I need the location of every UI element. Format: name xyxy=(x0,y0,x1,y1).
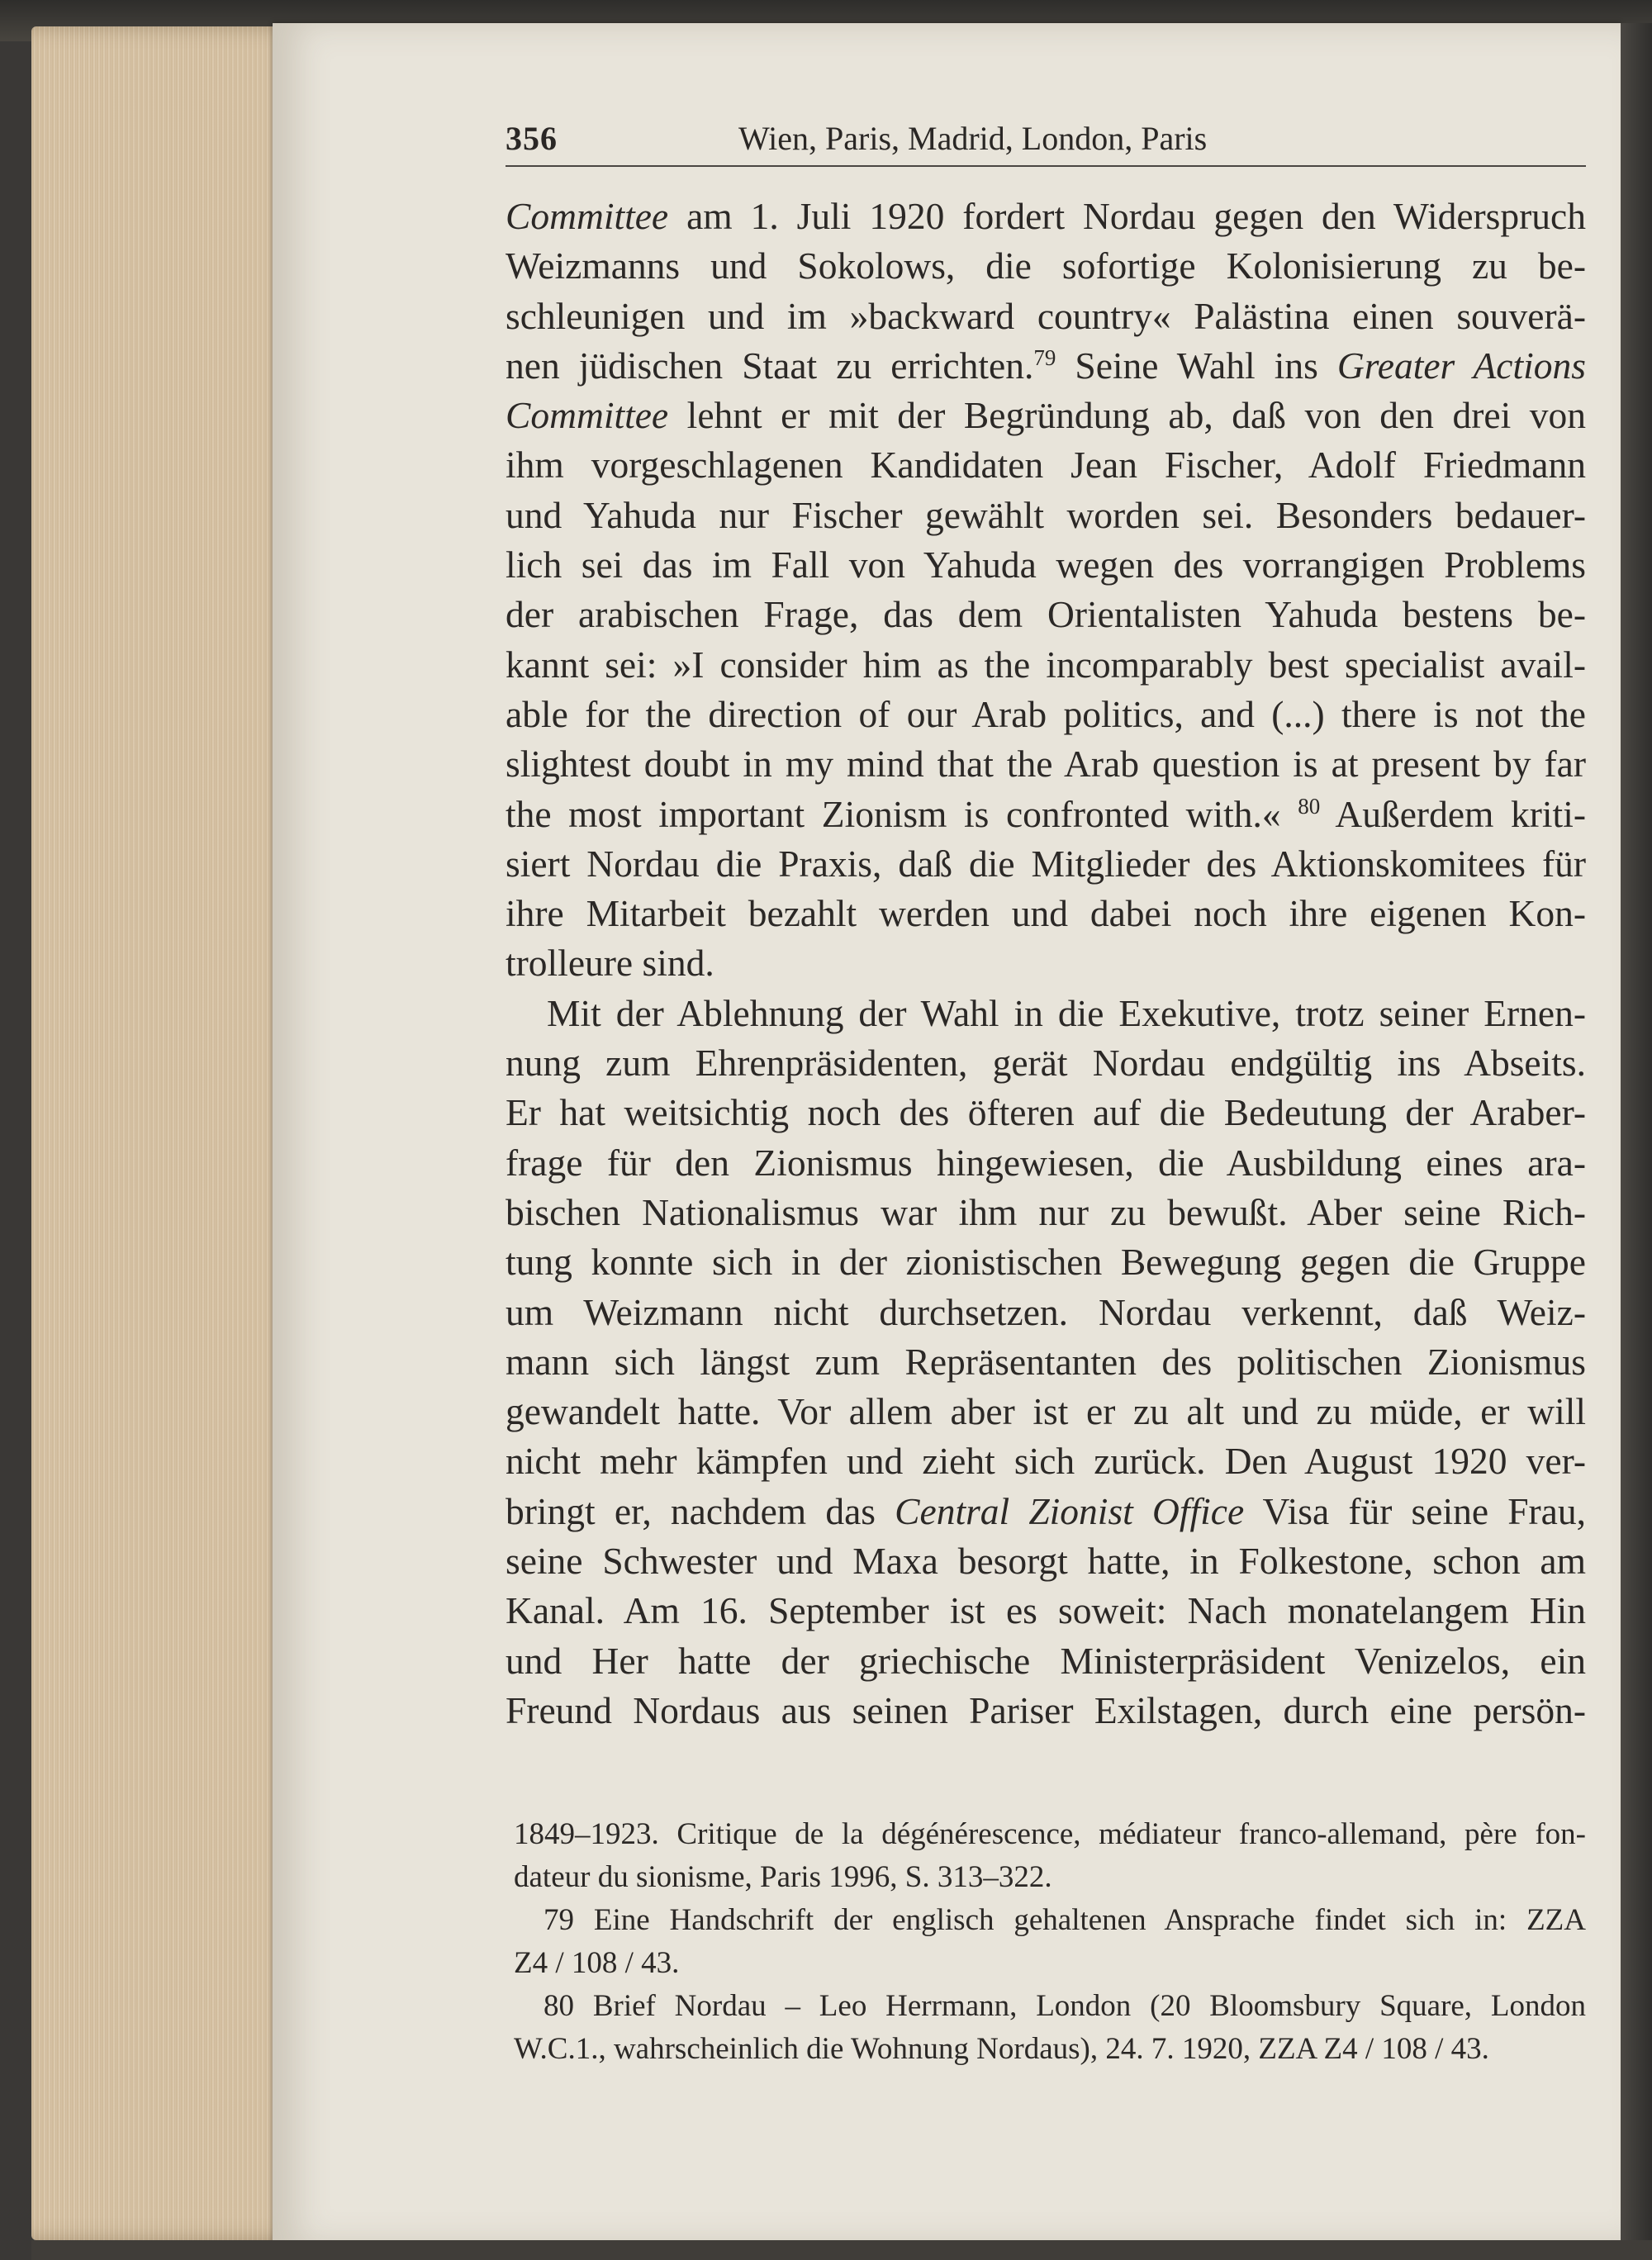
text-line: lich sei das im Fall von Yahuda wegen des vorrangigen Problems xyxy=(506,544,1586,586)
text-line: trolleure sind. xyxy=(506,942,714,985)
text-line: mann sich längst zum Repräsentanten des politischen Zionismus xyxy=(506,1340,1586,1383)
text-line: ihm vorgeschlagenen Kandidaten Jean Fischer, Adolf Friedmann xyxy=(506,444,1586,487)
text-line: bischen Nationalismus war ihm nur zu bewußt. Aber seine Rich- xyxy=(506,1190,1586,1233)
text-line: slightest doubt in my mind that the Arab question is at present by far xyxy=(506,743,1586,786)
italic-term: Central Zionist Office xyxy=(895,1489,1245,1532)
running-head xyxy=(506,114,1586,167)
book-page-edges xyxy=(31,26,304,2240)
text-span: the most important Zionism is confronted with.« xyxy=(506,792,1298,835)
italic-term: Greater Actions xyxy=(1336,344,1586,387)
text-line xyxy=(506,790,1586,839)
footnote-80-line-2: W.C.1., wahrscheinlich die Wohnung Nordaus), 24. 7. 1920, ZZA Z4 / 108 / 43. xyxy=(514,2032,1489,2066)
text-line: gewandelt hatte. Vor allem aber ist er zu alt und zu müde, er will xyxy=(506,1390,1586,1433)
text-line: schleunigen und im »backward country« Palästina einen souverä- xyxy=(506,294,1586,337)
text-line: kannt sei: »I consider him as the incomparably best specialist avail- xyxy=(506,643,1586,686)
italic-term: Committee xyxy=(506,394,669,437)
text-line: siert Nordau die Praxis, daß die Mitglieder des Aktionskomitees für xyxy=(506,842,1586,885)
text-span: lehnt er mit der Begründung ab, daß von den drei von xyxy=(668,394,1586,437)
text-span: Visa für seine Frau, xyxy=(1244,1489,1586,1532)
footnote-80: 80 Brief Nordau – Leo Herrmann, London (20 Bloomsbury Square, London xyxy=(544,1989,1586,2023)
text-line xyxy=(506,192,1586,241)
paragraph-1 xyxy=(506,192,1586,989)
text-span: bringt er, nachdem das xyxy=(506,1489,895,1532)
footnotes xyxy=(514,1813,1586,2071)
page-number: 356 xyxy=(506,120,558,157)
text-line: seine Schwester und Maxa besorgt hatte, in Folkestone, schon am xyxy=(506,1540,1586,1583)
text-span: am 1. Juli 1920 fordert Nordau gegen den Widerspruch xyxy=(668,195,1586,237)
text-line: frage für den Zionismus hingewiesen, die Ausbildung eines ara- xyxy=(506,1141,1586,1184)
text-line: nung zum Ehrenpräsidenten, gerät Nordau endgültig ins Abseits. xyxy=(506,1042,1586,1085)
footnote-79-line-2: Z4 / 108 / 43. xyxy=(514,1946,680,1980)
text-line: nicht mehr kämpfen und zieht sich zurück. Den August 1920 ver- xyxy=(506,1440,1586,1483)
footnote-continuation-line: 1849–1923. Critique de la dégénérescence, médiateur franco-allemand, père fon- xyxy=(514,1817,1586,1851)
text-line: Kanal. Am 16. September ist es soweit: Nach monatelangem Hin xyxy=(506,1589,1586,1632)
text-line: der arabischen Frage, das dem Orientalisten Yahuda bestens be- xyxy=(506,593,1586,636)
scanner-edge-right xyxy=(1621,23,1652,2260)
body-text xyxy=(506,192,1586,1735)
running-title: Wien, Paris, Madrid, London, Paris xyxy=(738,120,1208,157)
scanner-edge-bottom xyxy=(31,2240,1652,2260)
text-line: ihre Mitarbeit bezahlt werden und dabei noch ihre eigenen Kon- xyxy=(506,892,1586,935)
text-line xyxy=(506,391,1586,440)
text-line: und Yahuda nur Fischer gewählt worden sei. Besonders bedauer- xyxy=(506,493,1586,536)
text-line: able for the direction of our Arab politics, and (...) there is not the xyxy=(506,692,1586,735)
text-line: Er hat weitsichtig noch des öfteren auf die Bedeutung der Araber- xyxy=(506,1091,1586,1134)
text-span: Seine Wahl ins xyxy=(1056,344,1337,387)
text-line xyxy=(506,341,1586,391)
text-span: nen jüdischen Staat zu errichten. xyxy=(506,344,1034,387)
italic-term: Committee xyxy=(506,195,669,237)
text-line: Freund Nordaus aus seinen Pariser Exilstagen, durch eine persön- xyxy=(506,1688,1586,1731)
footnote-ref-80: 80 xyxy=(1298,793,1321,819)
footnote-79: 79 Eine Handschrift der englisch gehaltenen Ansprache findet sich in: ZZA xyxy=(544,1903,1586,1937)
footnote-continuation-line: dateur du sionisme, Paris 1996, S. 313–322. xyxy=(514,1860,1052,1894)
text-line: Mit der Ablehnung der Wahl in die Exekutive, trotz seiner Ernen- xyxy=(547,991,1586,1034)
footnote-ref-79: 79 xyxy=(1033,344,1056,370)
text-line: Weizmanns und Sokolows, die sofortige Kolonisierung zu be- xyxy=(506,245,1586,287)
text-line: und Her hatte der griechische Ministerpräsident Venizelos, ein xyxy=(506,1639,1586,1682)
text-line: um Weizmann nicht durchsetzen. Nordau verkennt, daß Weiz- xyxy=(506,1290,1586,1333)
paragraph-2 xyxy=(506,989,1586,1735)
text-line: tung konnte sich in der zionistischen Bewegung gegen die Gruppe xyxy=(506,1241,1586,1284)
text-line xyxy=(506,1487,1586,1536)
text-span: Außerdem kriti- xyxy=(1320,792,1586,835)
